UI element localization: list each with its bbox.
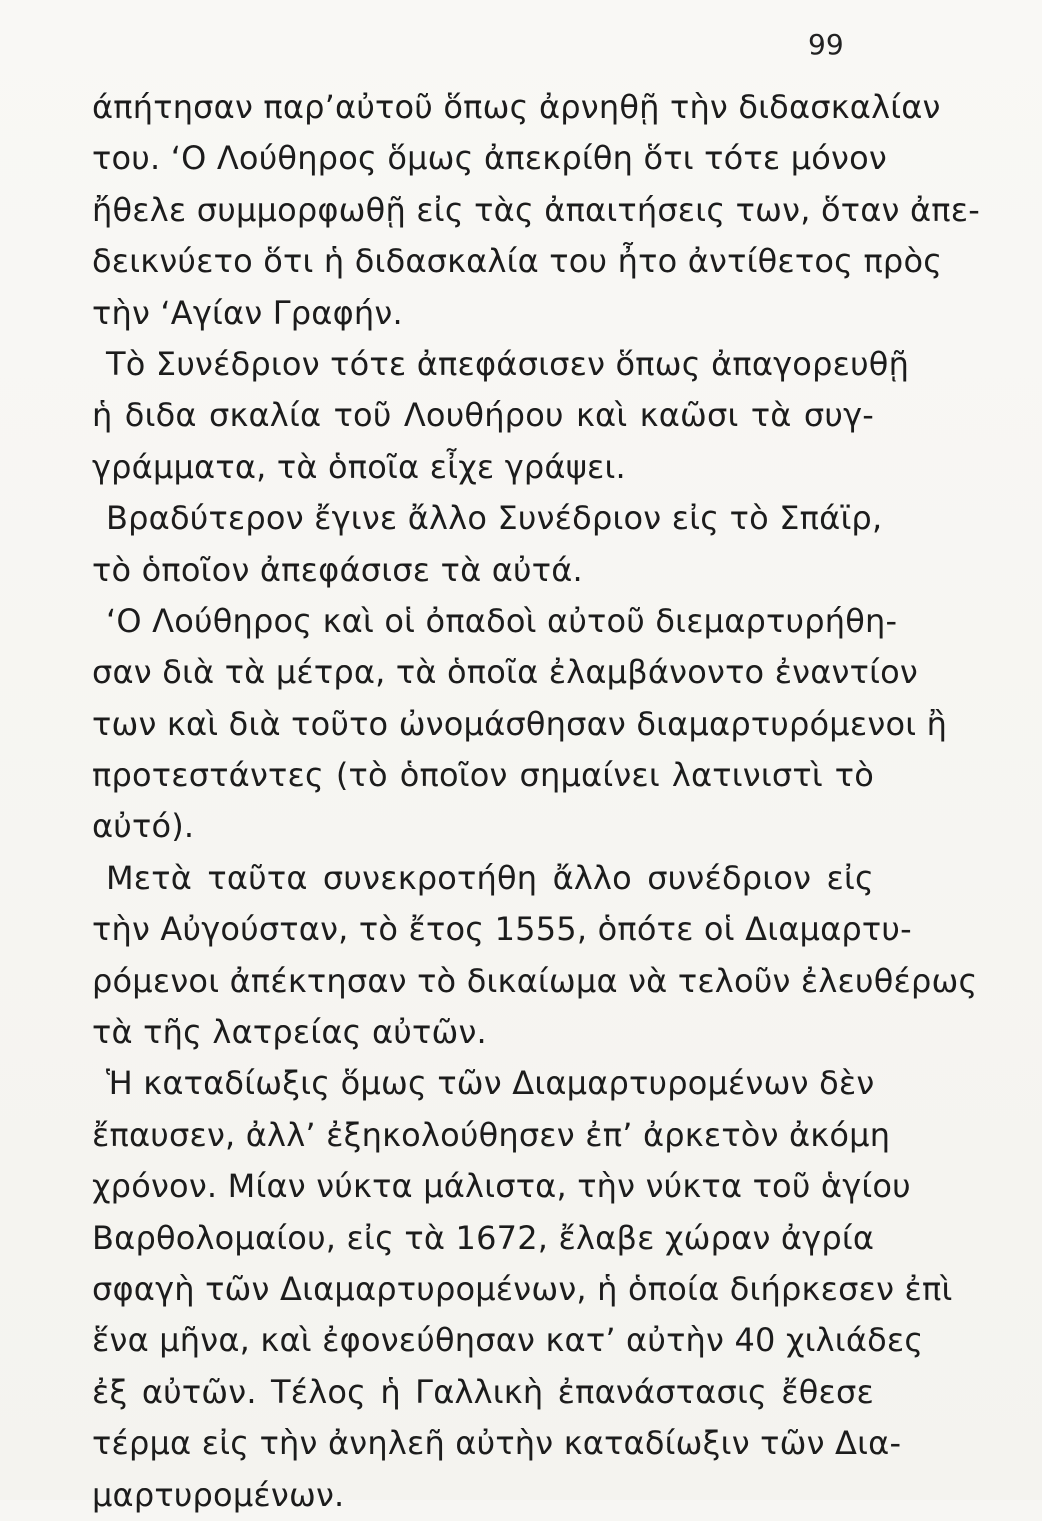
- text-line: σαν διὰ τὰ μέτρα, τὰ ὁποῖα ἐλαμβάνοντο ἐναντίον: [92, 653, 918, 692]
- text-line: τὴν ‘Αγίαν Γραφήν.: [92, 293, 403, 332]
- text-line: γράμματα, τὰ ὁποῖα εἶχε γράψει.: [92, 447, 626, 486]
- text-line: δεικνύετο ὅτι ἡ διδασκαλία του ἦτο ἀντίθετος πρὸς: [92, 242, 943, 281]
- text-line: ἐξ αὐτῶν. Τέλος ἡ Γαλλικὴ ἐπανάστασις ἔθεσε: [92, 1372, 874, 1411]
- text-line: τὸ ὁποῖον ἀπεφάσισε τὰ αὐτά.: [92, 550, 583, 589]
- text-line: Βαρθολομαίου, εἰς τὰ 1672, ἔλαβε χώραν ἀγρία: [92, 1218, 875, 1257]
- body-text: [92, 82, 980, 1521]
- text-line: Μετὰ ταῦτα συνεκροτήθη ἄλλο συνέδριον εἰς: [106, 858, 874, 897]
- text-line: αὐτό).: [92, 807, 195, 846]
- text-line: ρόμενοι ἀπέκτησαν τὸ δικαίωμα νὰ τελοῦν ἐλευθέρως: [92, 961, 978, 1000]
- text-line: τέρμα εἰς τὴν ἀνηλεῆ αὐτὴν καταδίωξιν τῶν Δια-: [92, 1424, 902, 1463]
- text-line: Βραδύτερον ἔγινε ἄλλο Συνέδριον εἰς τὸ Σπάϊρ,: [106, 499, 883, 538]
- text-line: ἕνα μῆνα, καὶ ἐφονεύθησαν κατ’ αὐτὴν 40 χιλιάδες: [92, 1321, 924, 1360]
- text-line: ἔπαυσεν, ἀλλ’ ἐξηκολούθησεν ἐπ’ ἀρκετὸν ἀκόμη: [92, 1115, 891, 1154]
- text-line: άπήτησαν παρ’αὐτοῦ ὅπως ἀρνηθῇ τὴν διδασκαλίαν: [92, 88, 941, 126]
- text-line: Τὸ Συνέδριον τότε ἀπεφάσισεν ὅπως ἀπαγορευθῇ: [106, 344, 910, 383]
- text-line: των καὶ διὰ τοῦτο ὠνομάσθησαν διαμαρτυρόμενοι ἢ: [92, 704, 948, 743]
- text-line: τὴν Αὐγούσταν, τὸ ἔτος 1555, ὁπότε οἱ Διαμαρτυ-: [92, 910, 912, 949]
- text-line: ἤθελε συμμορφωθῇ εἰς τὰς ἀπαιτήσεις των, ὅταν ἀπε-: [92, 190, 980, 229]
- text-line: τὰ τῆς λατρείας αὐτῶν.: [92, 1013, 487, 1052]
- page-number: 99: [808, 28, 844, 61]
- text-line: ‘Ο Λούθηρος καὶ οἱ ὀπαδοὶ αὐτοῦ διεμαρτυρήθη-: [106, 601, 898, 640]
- text-line: του. ‘Ο Λούθηρος ὅμως ἀπεκρίθη ὅτι τότε μόνον: [92, 139, 887, 178]
- text-line: ἡ διδα σκαλία τοῦ Λουθήρου καὶ καῶσι τὰ συγ-: [92, 396, 874, 435]
- text-line: μαρτυρομένων.: [92, 1475, 345, 1514]
- text-line: χρόνον. Μίαν νύκτα μάλιστα, τὴν νύκτα τοῦ ἁγίου: [92, 1167, 911, 1206]
- text-line: σφαγὴ τῶν Διαμαρτυρομένων, ἡ ὁποία διήρκεσεν ἐπὶ: [92, 1269, 953, 1308]
- text-line: προτεστάντες (τὸ ὁποῖον σημαίνει λατινιστὶ τὸ: [92, 756, 874, 795]
- text-line: Ἡ καταδίωξις ὅμως τῶν Διαμαρτυρομένων δὲν: [106, 1064, 875, 1103]
